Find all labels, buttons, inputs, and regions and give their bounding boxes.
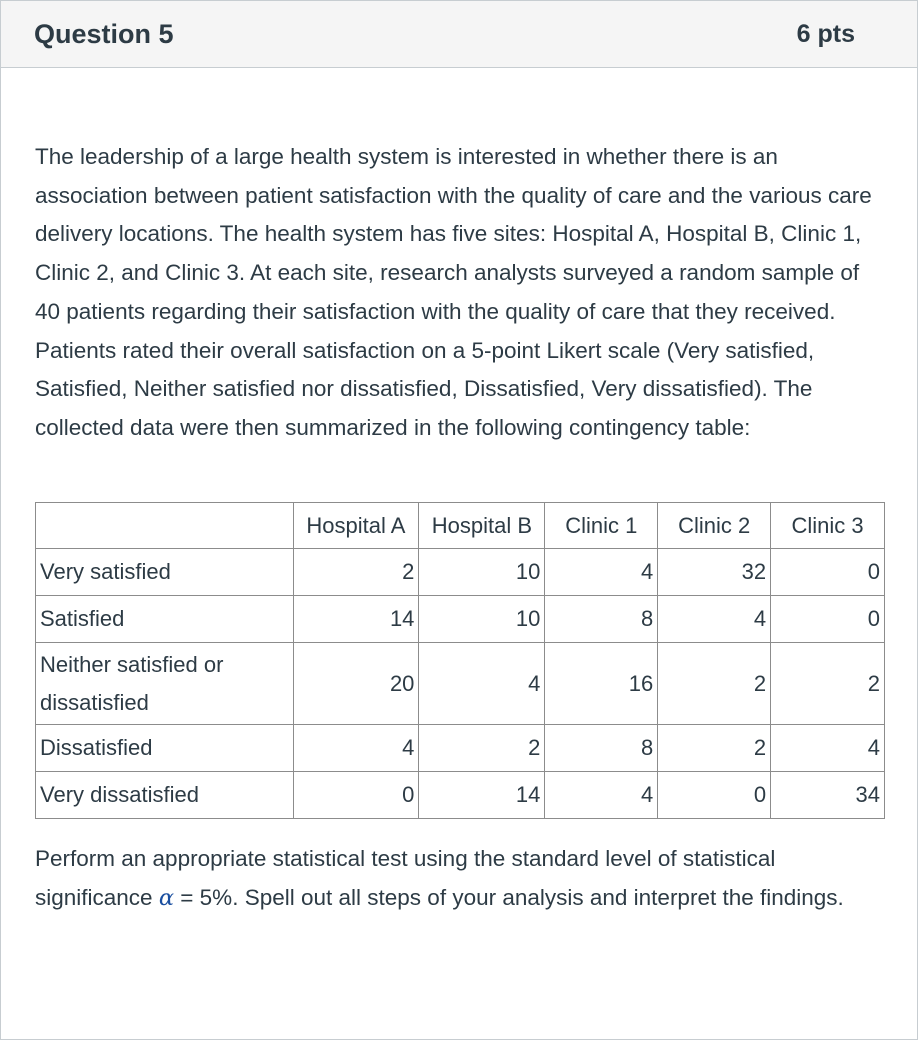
table-cell: 2 [658, 643, 771, 725]
table-cell: 14 [419, 772, 545, 819]
column-header: Clinic 2 [658, 503, 771, 549]
row-label: Very satisfied [36, 549, 294, 596]
table-cell: 34 [771, 772, 885, 819]
table-header-row [36, 503, 885, 549]
alpha-symbol: α [158, 884, 175, 911]
table-cell: 8 [545, 725, 658, 772]
contingency-table [35, 502, 885, 819]
row-label: Neither satisfied or dissatisfied [36, 643, 294, 725]
table-cell: 0 [293, 772, 419, 819]
question-title: Question 5 [34, 18, 174, 49]
row-label: Dissatisfied [36, 725, 294, 772]
table-cell: 4 [545, 549, 658, 596]
question-body [35, 138, 885, 911]
table-row [36, 643, 885, 725]
column-header: Clinic 1 [545, 503, 658, 549]
table-cell: 14 [293, 596, 419, 643]
table-cell: 0 [771, 596, 885, 643]
table-row [36, 549, 885, 596]
table-cell: 16 [545, 643, 658, 725]
row-label: Satisfied [36, 596, 294, 643]
table-cell: 10 [419, 596, 545, 643]
table-cell: 2 [419, 725, 545, 772]
row-label: Very dissatisfied [36, 772, 294, 819]
question-prompt: The leadership of a large health system is interested in whether there is an association between patient satisfaction with the quality of care and the various care delivery locations. The health system has five sites: Hospital A, Hospital B, Clinic 1, Clinic 2, and Clinic 3. At each site, research analysts surveyed a random sample of 40 patients regarding their satisfaction with the quality of care that they received. Patients rated their overall satisfaction on a 5-point Likert scale (Very satisfied, Satisfied, Neither satisfied nor dissatisfied, Dissatisfied, Very dissatisfied). The collected data were then summarized in the following contingency table: [35, 144, 872, 440]
table-cell: 0 [771, 549, 885, 596]
question-points: 6 pts [796, 19, 855, 48]
table-cell: 4 [419, 643, 545, 725]
column-header: Hospital A [293, 503, 419, 549]
table-corner-cell [36, 503, 294, 549]
instructions-text-part2: = 5%. Spell out all steps of your analysis and interpret the findings. [174, 884, 844, 910]
table-cell: 4 [658, 596, 771, 643]
table-cell: 2 [771, 643, 885, 725]
table-cell: 10 [419, 549, 545, 596]
table-cell: 4 [545, 772, 658, 819]
table-cell: 4 [771, 725, 885, 772]
table-row [36, 772, 885, 819]
table-cell: 0 [658, 772, 771, 819]
table-cell: 2 [293, 549, 419, 596]
table-cell: 2 [658, 725, 771, 772]
table-row [36, 725, 885, 772]
table-cell: 20 [293, 643, 419, 725]
question-instructions [35, 840, 885, 917]
table-row [36, 596, 885, 643]
instructions-text-part1: Perform an appropriate statistical test using the standard level of statistical significance [35, 846, 776, 910]
table-cell: 8 [545, 596, 658, 643]
column-header: Hospital B [419, 503, 545, 549]
column-header: Clinic 3 [771, 503, 885, 549]
question-header [1, 1, 917, 68]
table-cell: 4 [293, 725, 419, 772]
table-cell: 32 [658, 549, 771, 596]
